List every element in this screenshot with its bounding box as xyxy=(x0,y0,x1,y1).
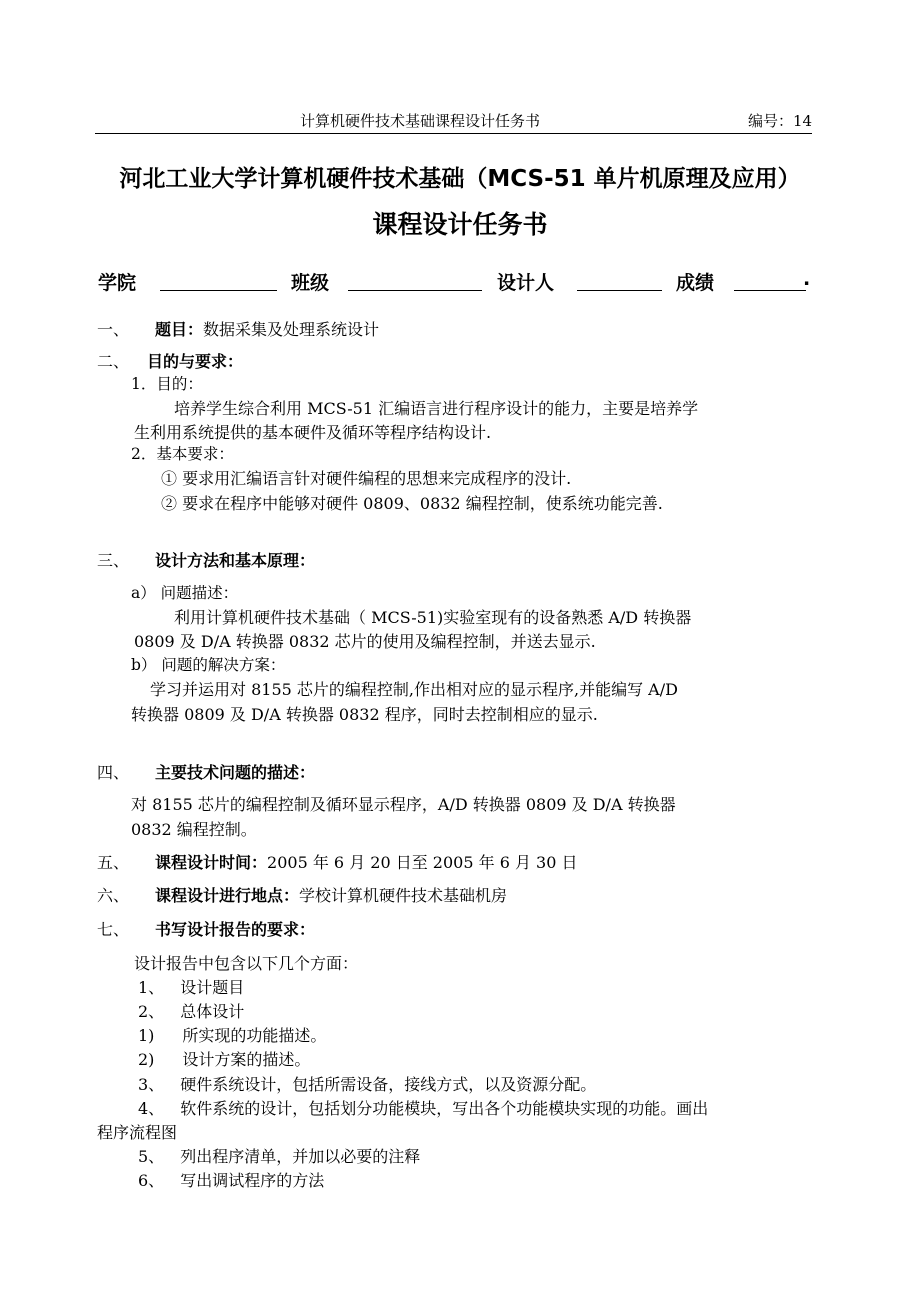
report-item: 3、 硬件系统设计，包括所需设备，接线方式，以及资源分配。 xyxy=(138,1075,597,1094)
section-1-label: 题目： xyxy=(155,320,204,339)
section-5 xyxy=(97,850,578,873)
section-3 xyxy=(97,548,315,571)
report-item: 2) 设计方案的描述。 xyxy=(138,1050,311,1069)
designer-label: 设计人 xyxy=(497,272,555,294)
report-item: 6、 写出调试程序的方法 xyxy=(138,1171,325,1190)
section-3-label: 设计方法和基本原理： xyxy=(155,551,316,570)
designer-blank xyxy=(577,290,662,291)
section-4 xyxy=(97,760,315,783)
requirements-heading: 2．基本要求： xyxy=(131,445,234,463)
report-item: 1、 设计题目 xyxy=(138,978,245,997)
college-label: 学院 xyxy=(98,272,137,294)
section-7-label: 书写设计报告的要求： xyxy=(155,920,316,939)
solution-heading: b） 问题的解决方案： xyxy=(131,656,286,674)
section-7-number: 七、 xyxy=(97,920,130,939)
section-4-label: 主要技术问题的描述： xyxy=(155,763,316,782)
page-subtitle: 课程设计任务书 xyxy=(372,210,548,239)
report-item: 4、 软件系统的设计，包括划分功能模块，写出各个功能模块实现的功能。画出 xyxy=(138,1099,709,1118)
section-5-number: 五、 xyxy=(97,853,130,872)
requirement-1: ① 要求用汇编语言针对硬件编程的思想来完成程序的没计. xyxy=(161,469,572,488)
report-item: 2、 总体设计 xyxy=(138,1002,245,1021)
purpose-heading: 1．目的： xyxy=(131,375,203,393)
section-2-label: 目的与要求： xyxy=(147,352,244,371)
section-5-label: 课程设计时间： xyxy=(155,853,268,872)
page-title: 河北工业大学计算机硬件技术基础（MCS-51 单片机原理及应用） xyxy=(119,166,801,192)
section-6-label: 课程设计进行地点： xyxy=(155,886,300,905)
section-2-number: 二、 xyxy=(97,352,130,371)
report-item: 5、 列出程序清单，并加以必要的注释 xyxy=(138,1147,421,1166)
header-title: 计算机硬件技术基础课程设计任务书 xyxy=(300,112,541,130)
section-3-number: 三、 xyxy=(97,551,130,570)
design-location: 学校计算机硬件技术基础机房 xyxy=(299,886,508,905)
requirement-2: ② 要求在程序中能够对硬件 0809、0832 编程控制，使系统功能完善. xyxy=(161,494,663,513)
purpose-line-2: 生利用系统提供的基本硬件及循环等程序结构设计. xyxy=(134,423,492,442)
end-mark: . xyxy=(803,268,811,290)
section-6 xyxy=(97,883,507,906)
document-number: 编号：14 xyxy=(748,112,813,130)
section-7 xyxy=(97,917,315,940)
section-1-text: 数据采集及处理系统设计 xyxy=(203,320,380,339)
section-1 xyxy=(97,317,379,340)
college-blank xyxy=(160,290,277,291)
section-6-number: 六、 xyxy=(97,886,130,905)
technical-issues-line-2: 0832 编程控制。 xyxy=(131,820,257,839)
section-1-number: 一、 xyxy=(97,320,130,339)
grade-label: 成绩 xyxy=(676,272,715,294)
section-2 xyxy=(97,349,243,372)
technical-issues-line-1: 对 8155 芯片的编程控制及循环显示程序，A/D 转换器 0809 及 D/A 转换器 xyxy=(131,795,676,814)
class-blank xyxy=(348,290,482,291)
class-label: 班级 xyxy=(291,272,330,294)
solution-line-2: 转换器 0809 及 D/A 转换器 0832 程序，同时去控制相应的显示. xyxy=(131,705,598,724)
purpose-line-1: 培养学生综合利用 MCS-51 汇编语言进行程序设计的能力，主要是培养学 xyxy=(174,399,699,418)
design-period: 2005 年 6 月 20 日至 2005 年 6 月 30 日 xyxy=(267,853,578,872)
grade-blank xyxy=(734,290,806,291)
problem-description-line-1: 利用计算机硬件技术基础（ MCS-51)实验室现有的设备熟悉 A/D 转换器 xyxy=(174,608,692,627)
header-divider xyxy=(95,133,812,134)
report-item: 1) 所实现的功能描述。 xyxy=(138,1026,327,1045)
report-item-continuation: 程序流程图 xyxy=(97,1123,178,1142)
problem-description-heading: a） 问题描述： xyxy=(131,584,239,602)
solution-line-1: 学习并运用对 8155 芯片的编程控制,作出相对应的显示程序,并能编写 A/D xyxy=(150,680,678,699)
problem-description-line-2: 0809 及 D/A 转换器 0832 芯片的使用及编程控制，并送去显示. xyxy=(134,632,596,651)
report-intro: 设计报告中包含以下几个方面： xyxy=(134,954,359,973)
section-4-number: 四、 xyxy=(97,763,130,782)
